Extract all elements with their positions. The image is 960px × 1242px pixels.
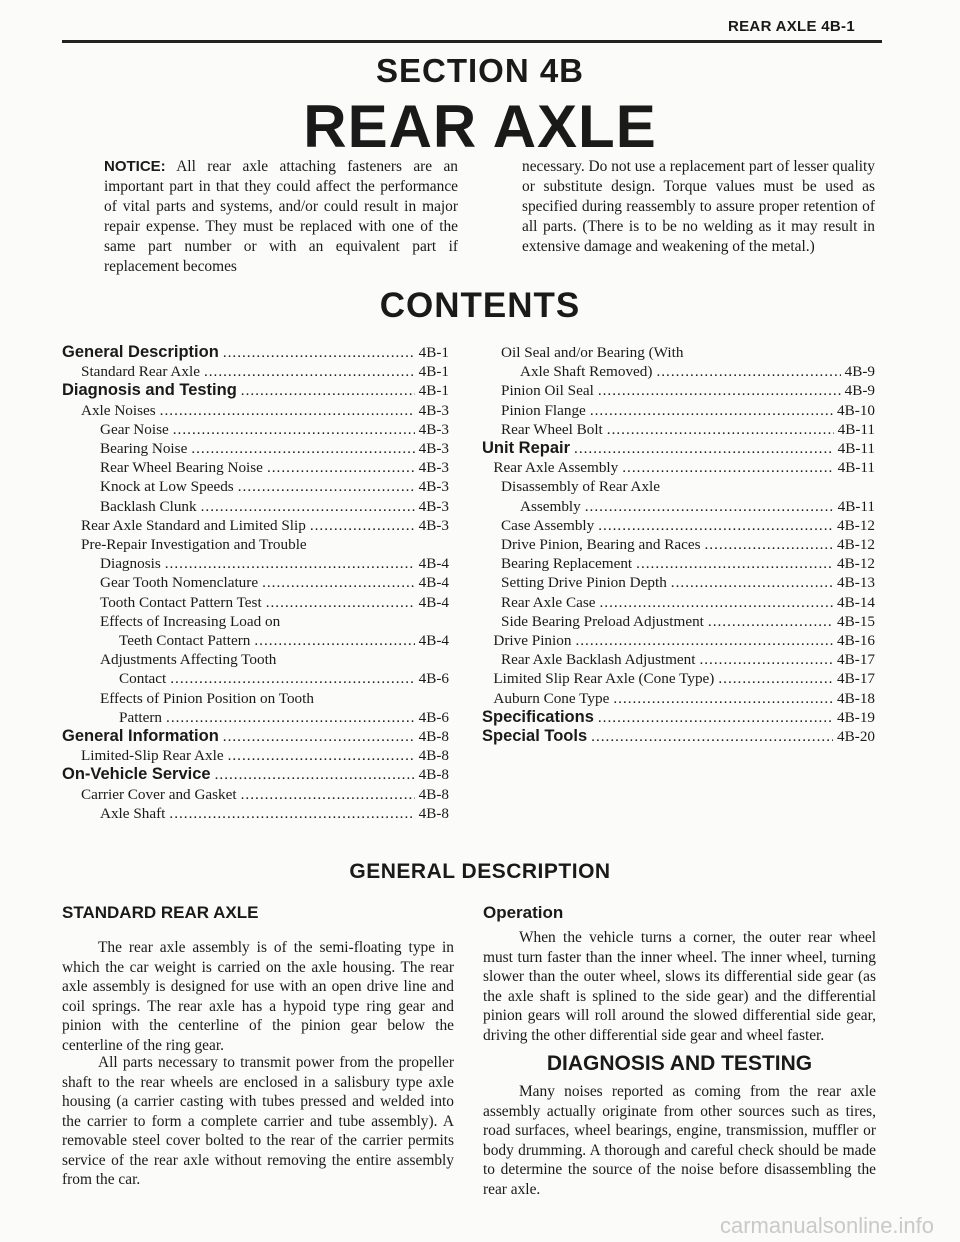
toc-entry-label: Diagnosis	[100, 555, 161, 573]
toc-entry	[62, 477, 449, 496]
toc-entry-page: 4B-3	[418, 497, 449, 515]
toc-entry	[62, 343, 449, 362]
toc-leader-dots	[310, 516, 415, 535]
toc-entry	[62, 593, 449, 612]
toc-entry-label: Carrier Cover and Gasket	[81, 785, 237, 803]
toc-leader-dots	[241, 785, 415, 804]
toc-entry-page: 4B-3	[418, 420, 449, 438]
toc-entry-label: Axle Shaft Removed)	[520, 363, 653, 381]
toc-leader-dots	[254, 631, 414, 650]
toc-leader-dots	[170, 669, 414, 688]
toc-entry-page: 4B-17	[837, 651, 875, 669]
toc-leader-dots	[622, 458, 833, 477]
toc-leader-dots	[708, 612, 833, 631]
toc-entry-label: Side Bearing Preload Adjustment	[501, 612, 704, 630]
toc-entry-page: 4B-11	[837, 440, 875, 458]
toc-entry-page: 4B-4	[418, 555, 449, 573]
toc-entry-label: Effects of Pinion Position on Tooth	[100, 689, 314, 707]
toc-entry	[62, 765, 449, 784]
operation-paragraph: When the vehicle turns a corner, the outer rear wheel must turn faster than the inner wheel. The inner wheel, turning slower than the outer wheel, slows its differential side gear (as the axle shaft is splined to the side gear) and the differential pinion gears will roll around the slowed differential side gear, driving the other differential side gear and wheel faster.	[483, 929, 876, 1044]
toc-leader-dots	[266, 593, 415, 612]
toc-entry-page: 4B-11	[837, 459, 875, 477]
operation-heading: Operation	[483, 903, 564, 922]
toc-entry	[62, 785, 449, 804]
toc-entry-label: Limited Slip Rear Axle (Cone Type)	[493, 670, 715, 688]
toc-entry-label: Rear Axle Backlash Adjustment	[501, 651, 696, 669]
toc-leader-dots	[574, 439, 834, 458]
toc-entry-page: 4B-8	[418, 747, 449, 765]
general-description-heading: GENERAL DESCRIPTION	[349, 860, 611, 883]
toc-entry-label: Pre-Repair Investigation and Trouble	[81, 536, 307, 554]
toc-entry-page: 4B-14	[837, 593, 875, 611]
notice-left	[104, 157, 458, 277]
toc-leader-dots	[598, 708, 833, 727]
toc-entry-label: Teeth Contact Pattern	[119, 632, 251, 650]
toc-entry-label: Gear Tooth Nomenclature	[100, 574, 259, 592]
toc-entry-label: Rear Axle Assembly	[493, 459, 619, 477]
toc-leader-dots	[598, 516, 833, 535]
toc-entry	[482, 343, 875, 362]
toc-entry-label: Setting Drive Pinion Depth	[501, 574, 667, 592]
toc-entry-page: 4B-1	[418, 344, 449, 361]
toc-entry-label: Assembly	[520, 497, 581, 515]
toc-entry-label: Tooth Contact Pattern Test	[100, 593, 262, 611]
section-label: SECTION 4B	[375, 52, 585, 89]
toc-leader-dots	[671, 573, 833, 592]
toc-entry	[62, 727, 449, 746]
standard-rear-axle-heading: STANDARD REAR AXLE	[62, 903, 259, 922]
toc-entry	[482, 593, 875, 612]
toc-entry-label: Unit Repair	[482, 439, 571, 458]
toc-entry	[62, 573, 449, 592]
toc-entry	[62, 420, 449, 439]
toc-leader-dots	[718, 669, 833, 688]
toc-entry-label: Diagnosis and Testing	[62, 381, 237, 400]
toc-entry-label: Standard Rear Axle	[81, 363, 200, 381]
toc-leader-dots	[165, 554, 415, 573]
toc-leader-dots	[613, 689, 833, 708]
toc-entry	[482, 439, 875, 458]
toc-entry-label: Specifications	[482, 707, 594, 726]
toc-entry	[482, 420, 875, 439]
toc-entry	[482, 401, 875, 420]
toc-entry-page: 4B-13	[837, 574, 875, 592]
toc-entry	[482, 708, 875, 727]
toc-entry	[62, 458, 449, 477]
toc-entry	[482, 497, 875, 516]
toc-leader-dots	[591, 727, 833, 746]
toc-entry	[482, 554, 875, 573]
toc-entry-label: Contact	[119, 670, 167, 688]
toc-entry-page: 4B-9	[844, 382, 875, 400]
toc-leader-dots	[262, 573, 415, 592]
toc-entry-page: 4B-20	[837, 728, 875, 746]
toc-entry-label: Special Tools	[482, 727, 588, 746]
toc-entry	[482, 650, 875, 669]
toc-entry	[482, 458, 875, 477]
toc-entry-page: 4B-12	[837, 555, 875, 573]
running-header: REAR AXLE 4B-1	[728, 18, 855, 35]
toc-entry-page: 4B-8	[418, 766, 449, 784]
toc-entry-page: 4B-6	[418, 670, 449, 688]
toc-entry-label: Gear Noise	[100, 420, 169, 438]
toc-entry-page: 4B-18	[837, 689, 875, 707]
toc-entry	[482, 669, 875, 688]
toc-entry-page: 4B-11	[837, 420, 875, 438]
toc-entry-page: 4B-4	[418, 593, 449, 611]
toc-entry-page: 4B-3	[418, 440, 449, 458]
toc-entry	[62, 535, 449, 554]
toc-leader-dots	[598, 381, 841, 400]
toc-entry-page: 4B-3	[418, 401, 449, 419]
toc-entry	[62, 401, 449, 420]
toc-entry	[62, 362, 449, 381]
toc-entry-label: Axle Shaft	[100, 804, 166, 822]
toc-entry-page: 4B-8	[418, 785, 449, 803]
toc-entry-label: Axle Noises	[81, 401, 156, 419]
toc-entry-page: 4B-10	[837, 401, 875, 419]
toc-leader-dots	[585, 497, 834, 516]
toc-leader-dots	[267, 458, 415, 477]
watermark: carmanualsonline.info	[720, 1213, 935, 1238]
toc-entry	[482, 689, 875, 708]
toc-entry-page: 4B-19	[837, 708, 875, 726]
toc-entry	[482, 631, 875, 650]
toc-entry-label: Adjustments Affecting Tooth	[100, 651, 277, 669]
toc-leader-dots	[599, 593, 833, 612]
toc-leader-dots	[607, 420, 834, 439]
toc-entry	[482, 535, 875, 554]
toc-leader-dots	[705, 535, 834, 554]
toc-entry-page: 4B-4	[418, 574, 449, 592]
contents-heading: CONTENTS	[379, 286, 581, 325]
toc-entry	[482, 612, 875, 631]
toc-entry-label: Oil Seal and/or Bearing (With	[501, 344, 684, 361]
toc-entry-page: 4B-4	[418, 632, 449, 650]
toc-entry	[482, 477, 875, 496]
toc-entry-page: 4B-16	[837, 632, 875, 650]
toc-entry-label: Rear Wheel Bolt	[501, 420, 603, 438]
toc-leader-dots	[160, 401, 415, 420]
toc-entry-page: 4B-8	[418, 728, 449, 746]
toc-leader-dots	[575, 631, 833, 650]
toc-entry-label: Knock at Low Speeds	[100, 478, 234, 496]
toc-entry-label: Case Assembly	[501, 516, 595, 534]
toc-entry	[62, 631, 449, 650]
toc-entry-label: Bearing Noise	[100, 440, 188, 458]
toc-leader-dots	[238, 477, 415, 496]
toc-entry-page: 4B-1	[418, 382, 449, 400]
toc-entry	[482, 516, 875, 535]
standard-rear-axle-paragraph-2: All parts necessary to transmit power from the propeller shaft to the rear wheels are enclosed in a salisbury type axle housing (a carrier casting with tubes pressed and welded into the carrier to form a complete carrier and tube assembly). A removable steel cover bolted to the rear of the carrier permits service of the rear axle without removing the entire assembly from the car.	[62, 1054, 454, 1188]
toc-entry-page: 4B-1	[418, 363, 449, 381]
toc-leader-dots	[223, 343, 415, 362]
toc-entry-page: 4B-3	[418, 459, 449, 477]
toc-entry-label: Rear Axle Case	[501, 593, 596, 611]
toc-entry-label: Backlash Clunk	[100, 497, 197, 515]
toc-entry	[62, 689, 449, 708]
notice-left-text: All rear axle attaching fasteners are an important part in that they could affect the performance of vital parts and systems, and/or could result in major repair expense. They must be replaced with one of the same part number or with an equivalent part if replacement becomes	[104, 158, 458, 275]
toc-entry	[62, 497, 449, 516]
toc-entry-page: 4B-6	[418, 708, 449, 726]
toc-leader-dots	[228, 746, 415, 765]
toc-leader-dots	[201, 497, 415, 516]
toc-leader-dots	[241, 381, 415, 400]
toc-entry-page: 4B-8	[418, 804, 449, 822]
toc-entry	[62, 746, 449, 765]
toc-leader-dots	[590, 401, 833, 420]
toc-leader-dots	[204, 362, 415, 381]
toc-entry-label: Pattern	[119, 708, 163, 726]
diagnosis-paragraph: Many noises reported as coming from the rear axle assembly actually originate from other sources such as tires, road surfaces, wheel bearings, engine, transmission, muffler or body drumming. A thorough and careful check should be made to determine the source of the noise before disassembling the rear axle.	[483, 1083, 876, 1198]
toc-entry	[62, 516, 449, 535]
toc-entry	[62, 650, 449, 669]
toc-entry-page: 4B-11	[837, 497, 875, 515]
toc-leader-dots	[636, 554, 833, 573]
toc-entry-label: Rear Axle Standard and Limited Slip	[81, 516, 306, 534]
toc-entry	[62, 669, 449, 688]
toc-entry-label: Pinion Oil Seal	[501, 382, 594, 400]
toc-entry-page: 4B-3	[418, 478, 449, 496]
toc-entry-label: Auburn Cone Type	[493, 689, 610, 707]
toc-entry-label: Rear Wheel Bearing Noise	[100, 459, 263, 477]
toc-leader-dots	[223, 727, 415, 746]
toc-entry-label: Limited-Slip Rear Axle	[81, 747, 224, 765]
toc-entry-label: General Description	[62, 343, 219, 361]
toc-entry-label: Disassembly of Rear Axle	[501, 478, 661, 496]
toc-leader-dots	[656, 362, 840, 381]
section-title: REAR AXLE	[303, 93, 657, 160]
toc-entry-page: 4B-15	[837, 612, 875, 630]
notice-label: NOTICE:	[104, 158, 166, 175]
toc-entry-page: 4B-17	[837, 670, 875, 688]
notice-right: necessary. Do not use a replacement part of lesser quality or substitute design. Torque values must be used as specified during reassembly to assure proper retention of all parts. (There is to be no welding as it may result in extensive damage and weakening of the metal.)	[522, 158, 875, 255]
toc-leader-dots	[191, 439, 414, 458]
header-rule	[62, 40, 882, 43]
toc-entry-label: Drive Pinion	[493, 632, 572, 650]
toc-leader-dots	[699, 650, 833, 669]
toc-entry-label: General Information	[62, 727, 219, 746]
toc-entry-label: Effects of Increasing Load on	[100, 612, 281, 630]
toc-entry	[482, 362, 875, 381]
toc-right-column	[482, 343, 875, 746]
toc-entry-page: 4B-12	[837, 536, 875, 554]
toc-leader-dots	[173, 420, 415, 439]
toc-entry-page: 4B-9	[844, 363, 875, 381]
toc-entry	[62, 554, 449, 573]
toc-left-column	[62, 343, 449, 823]
toc-leader-dots	[169, 804, 414, 823]
toc-entry	[62, 708, 449, 727]
toc-entry-label: Bearing Replacement	[501, 555, 633, 573]
toc-leader-dots	[166, 708, 415, 727]
toc-entry	[482, 573, 875, 592]
toc-entry	[62, 381, 449, 400]
toc-entry	[62, 612, 449, 631]
toc-entry-page: 4B-3	[418, 516, 449, 534]
toc-entry-label: Pinion Flange	[501, 401, 586, 419]
toc-entry-label: Drive Pinion, Bearing and Races	[501, 536, 701, 554]
toc-entry	[62, 439, 449, 458]
toc-entry	[482, 381, 875, 400]
toc-entry	[482, 727, 875, 746]
toc-entry-label: On-Vehicle Service	[62, 765, 211, 784]
diagnosis-heading: DIAGNOSIS AND TESTING	[546, 1052, 813, 1075]
standard-rear-axle-paragraph-1: The rear axle assembly is of the semi-floating type in which the car weight is carried on the axle housing. The rear axle assembly is designed for use with an open drive line and coil springs. The rear axle has a hypoid type ring gear and pinion with the centerline of the pinion gear below the centerline of the ring gear.	[62, 939, 454, 1054]
toc-leader-dots	[215, 765, 415, 784]
toc-entry	[62, 804, 449, 823]
toc-entry-page: 4B-12	[837, 516, 875, 534]
